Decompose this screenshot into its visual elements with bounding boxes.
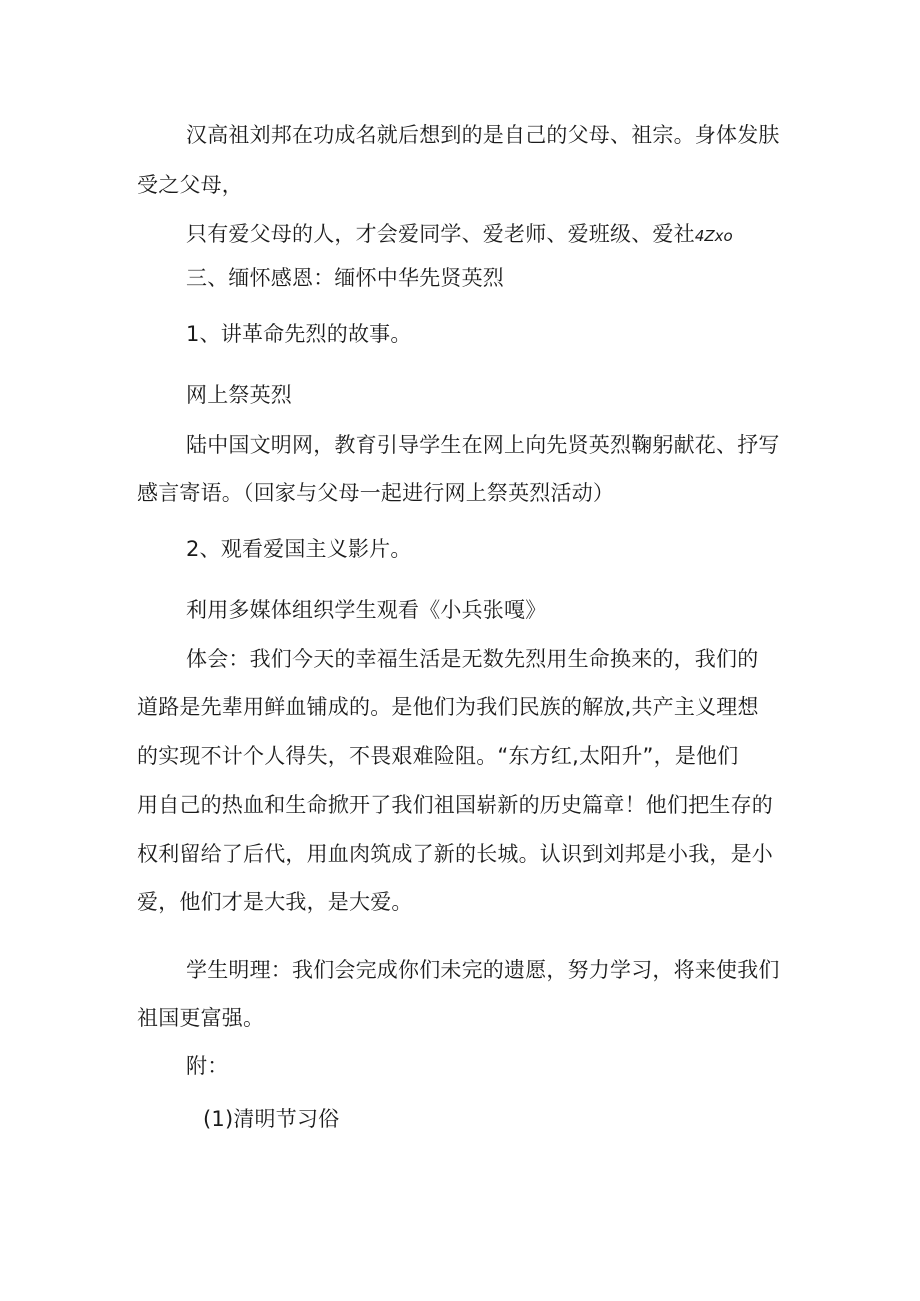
paragraph-line: 利用多媒体组织学生观看《小兵张嘎》	[186, 598, 547, 622]
paragraph-line: 爱，他们才是大我，是大爱。	[137, 890, 413, 914]
paragraph-line: 用自己的热血和生命掀开了我们祖国崭新的历史篇章！他们把生存的	[137, 793, 773, 817]
paragraph-line	[186, 220, 733, 250]
numbered-item: 1、讲革命先烈的故事。	[186, 322, 412, 346]
subheading: 网上祭英烈	[186, 383, 292, 407]
garbled-text: 4Zxo	[694, 227, 733, 245]
paragraph-line: 体会：我们今天的幸福生活是无数先烈用生命换来的，我们的	[186, 647, 759, 671]
paragraph-line: 受之父母，	[137, 173, 243, 197]
paragraph-line: 祖国更富强。	[137, 1006, 265, 1030]
paragraph-line: 学生明理：我们会完成你们未完的遗愿，努力学习，将来使我们	[186, 958, 780, 982]
appendix-label: 附：	[186, 1054, 229, 1078]
paragraph-text: 只有爱父母的人，才会爱同学、爱老师、爱班级、爱社	[186, 222, 695, 246]
paragraph-line: 汉高祖刘邦在功成名就后想到的是自己的父母、祖宗。身体发肤	[186, 123, 780, 147]
paragraph-line: 感言寄语。（回家与父母一起进行网上祭英烈活动）	[137, 481, 615, 505]
section-heading: 三、缅怀感恩：缅怀中华先贤英烈	[186, 266, 504, 290]
paragraph-line: 权利留给了后代，用血肉筑成了新的长城。认识到刘邦是小我，是小	[137, 842, 773, 866]
paragraph-line: 道路是先辈用鲜血铺成的。是他们为我们民族的解放,共产主义理想	[137, 695, 759, 719]
paragraph-line: 陆中国文明网，教育引导学生在网上向先贤英烈鞠躬献花、抒写	[186, 433, 780, 457]
appendix-item: (1)清明节习俗	[203, 1107, 340, 1131]
paragraph-line: 的实现不计个人得失，不畏艰难险阻。“东方红,太阳升”，是他们	[137, 744, 739, 768]
numbered-item: 2、观看爱国主义影片。	[186, 537, 412, 561]
